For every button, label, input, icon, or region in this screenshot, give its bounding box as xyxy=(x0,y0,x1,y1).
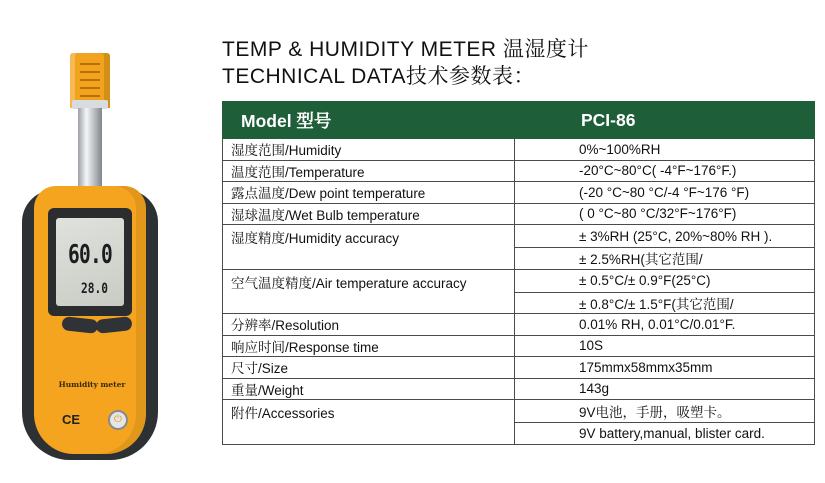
table-header-row xyxy=(223,102,815,139)
lcd-secondary-reading: 28.0 xyxy=(81,281,108,297)
table-row xyxy=(223,357,815,379)
table-row xyxy=(223,182,815,204)
row-label: 分辨率/Resolution xyxy=(223,314,515,336)
row-value: ± 0.8°C/± 1.5°F(其它范围/ xyxy=(515,292,815,314)
table-row xyxy=(223,269,815,292)
table-row xyxy=(223,378,815,400)
power-icon[interactable]: ⏻ xyxy=(108,410,128,430)
row-label: 附件/Accessories xyxy=(223,400,515,423)
probe-stem xyxy=(78,108,102,198)
table-row xyxy=(223,203,815,225)
row-value: (-20 °C~80 °C/-4 °F~176 °F) xyxy=(515,182,815,204)
row-value: ± 3%RH (25°C, 20%~80% RH ). xyxy=(515,225,815,248)
table-row xyxy=(223,400,815,423)
table-row xyxy=(223,423,815,445)
row-label-continued xyxy=(223,248,515,270)
table-row xyxy=(223,139,815,161)
header-model-value: PCI-86 xyxy=(515,102,815,139)
row-value: 175mmx58mmx35mm xyxy=(515,357,815,379)
table-row xyxy=(223,314,815,336)
row-value: 143g xyxy=(515,378,815,400)
header-model-label: Model 型号 xyxy=(223,102,515,139)
row-value: 9V电池，手册，吸塑卡。 xyxy=(515,400,815,423)
device-label: Humidity meter xyxy=(58,380,126,389)
row-value: ± 2.5%RH(其它范围/ xyxy=(515,248,815,270)
row-label: 露点温度/Dew point temperature xyxy=(223,182,515,204)
table-row xyxy=(223,225,815,248)
table-row xyxy=(223,160,815,182)
row-value: -20°C~80°C( -4°F~176°F.) xyxy=(515,160,815,182)
table-row xyxy=(223,248,815,270)
row-label: 响应时间/Response time xyxy=(223,335,515,357)
row-value: 0.01% RH, 0.01°C/0.01°F. xyxy=(515,314,815,336)
row-label: 温度范围/Temperature xyxy=(223,160,515,182)
row-label: 尺寸/Size xyxy=(223,357,515,379)
row-label: 空气温度精度/Air temperature accuracy xyxy=(223,269,515,292)
row-label-continued xyxy=(223,423,515,445)
row-label: 湿度精度/Humidity accuracy xyxy=(223,225,515,248)
meter-illustration xyxy=(0,0,200,483)
row-value: ± 0.5°C/± 0.9°F(25°C) xyxy=(515,269,815,292)
row-label: 湿球温度/Wet Bulb temperature xyxy=(223,203,515,225)
technical-data-title: TECHNICAL DATA技术参数表： xyxy=(222,65,535,88)
row-value: ( 0 °C~80 °C/32°F~176°F) xyxy=(515,203,815,225)
row-label-continued xyxy=(223,292,515,314)
lcd-main-reading: 60.0 xyxy=(68,240,112,270)
product-title: TEMP & HUMIDITY METER 温湿度计 xyxy=(222,38,589,61)
spec-table xyxy=(222,101,815,445)
table-row xyxy=(223,292,815,314)
row-value: 9V battery,manual, blister card. xyxy=(515,423,815,445)
ce-mark-icon: CE xyxy=(62,412,81,427)
row-label: 湿度范围/Humidity xyxy=(223,139,515,161)
row-value: 10S xyxy=(515,335,815,357)
row-value: 0%~100%RH xyxy=(515,139,815,161)
table-row xyxy=(223,335,815,357)
row-label: 重量/Weight xyxy=(223,378,515,400)
